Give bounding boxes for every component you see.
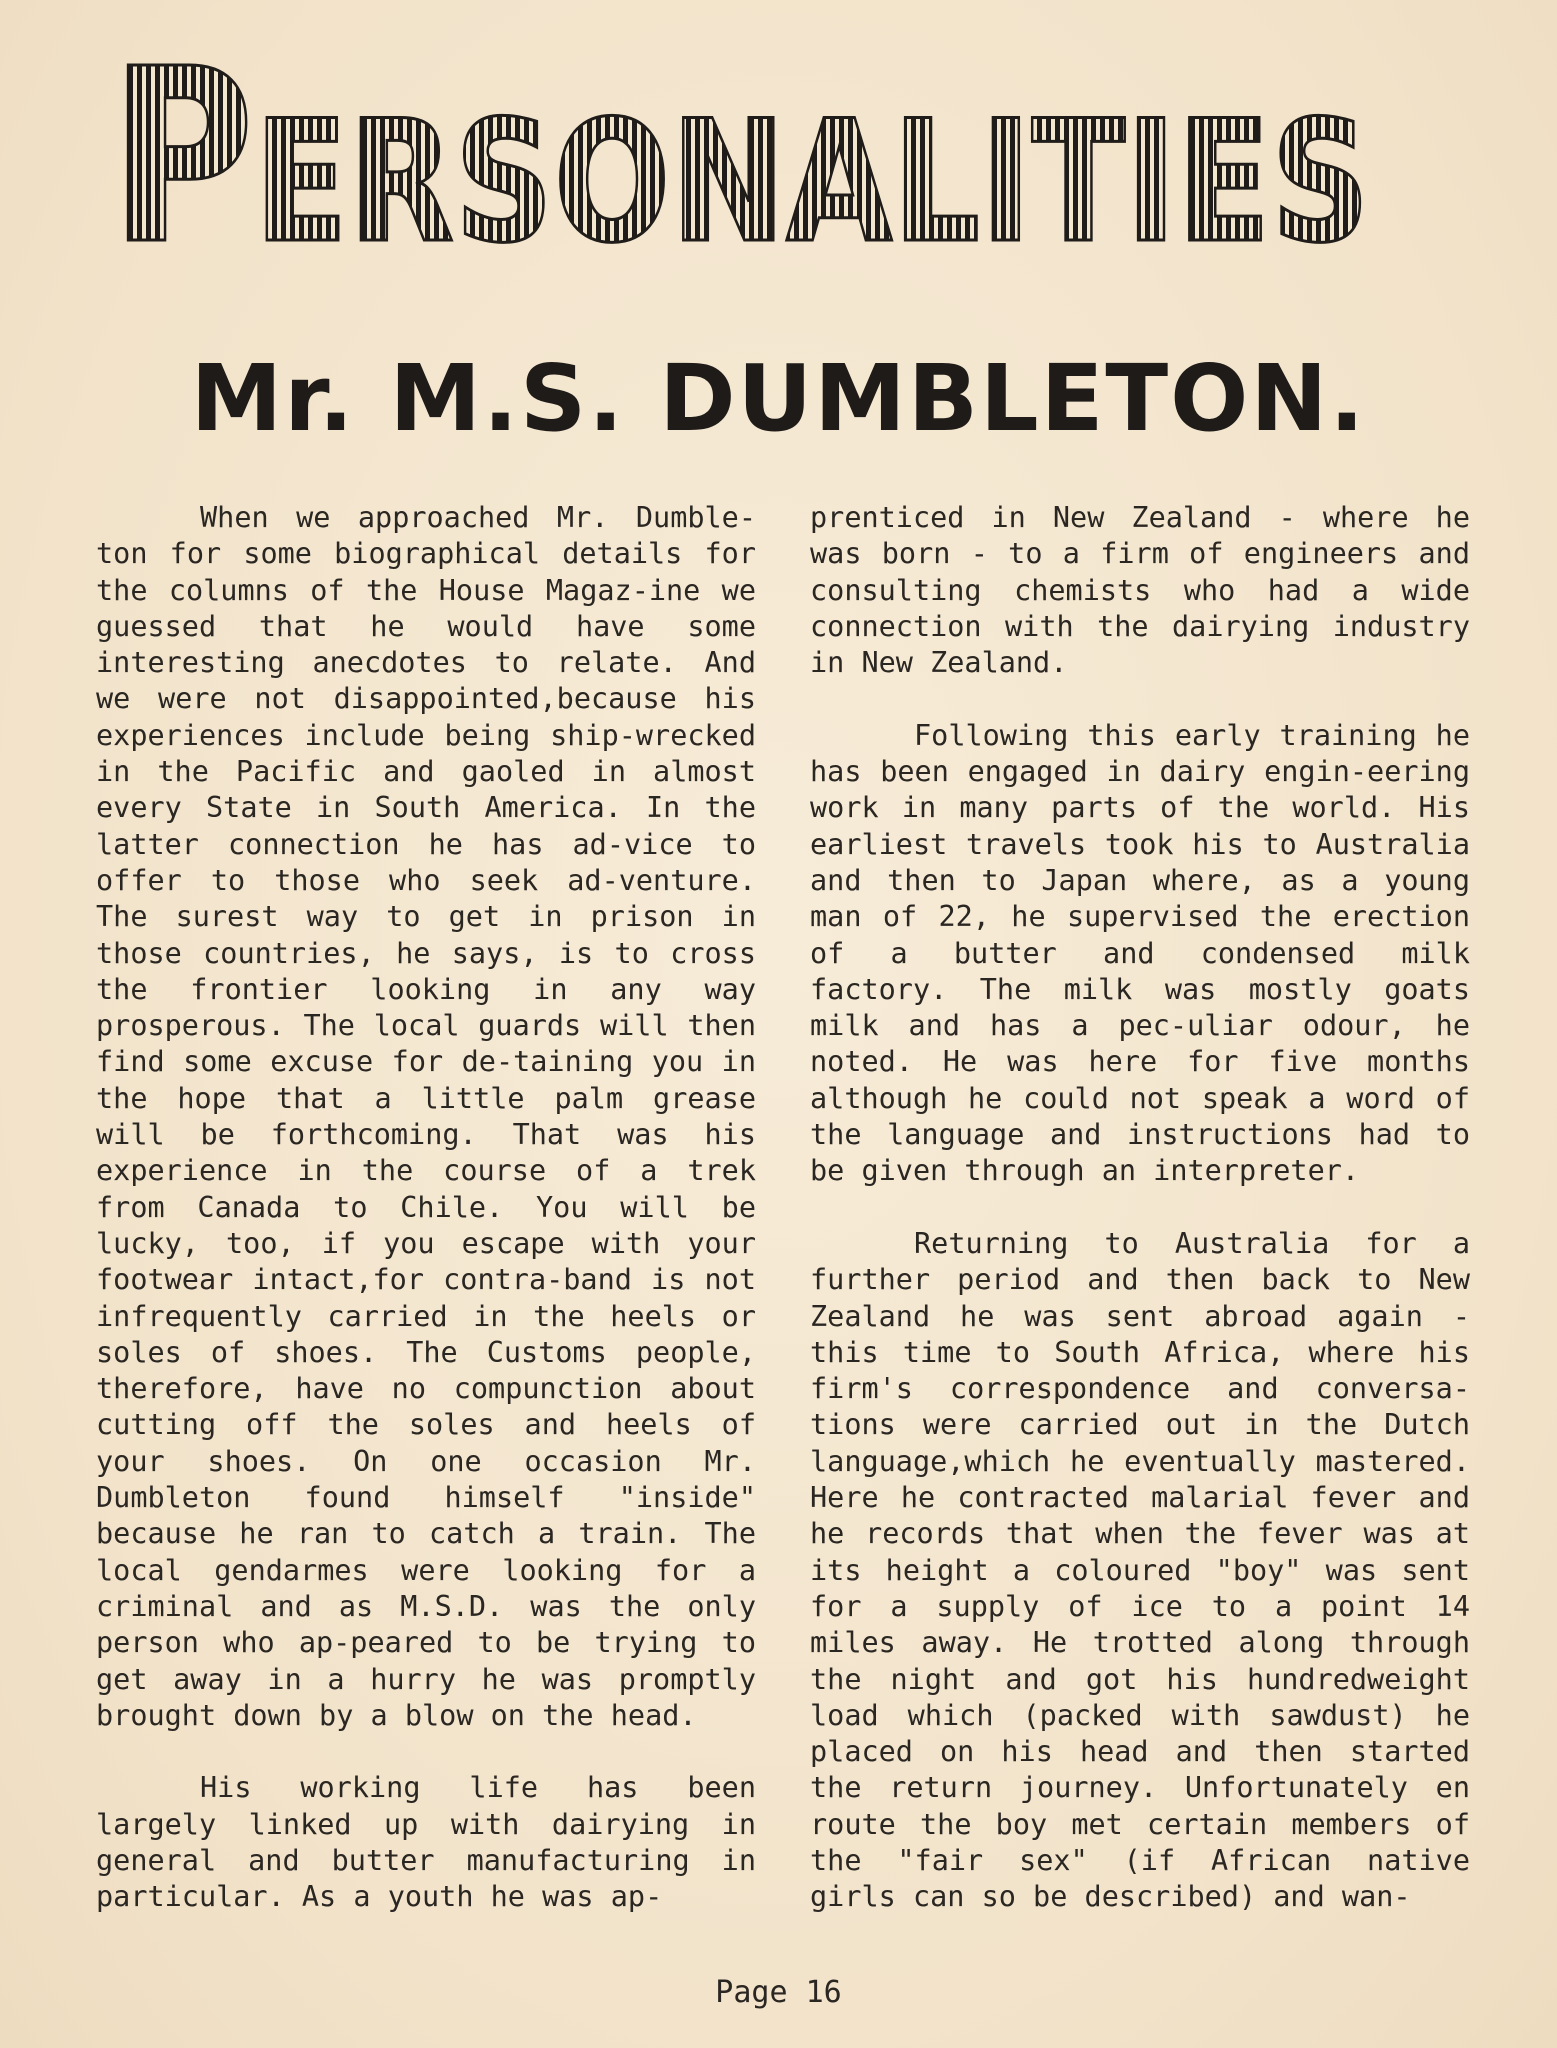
right-column <box>810 500 1470 1952</box>
masthead-title <box>110 17 1410 297</box>
page-number: Page 16 <box>715 1975 842 2010</box>
article-headline: Mr. M.S. DUMBLETON. <box>190 345 1367 452</box>
left-column <box>96 500 756 1952</box>
paragraph: When we approached Mr. Dumble-ton for some biographical details for the columns of the House Magaz-ine we guessed that he would have some interesting anecdotes to relate. And we were not disappointed,because his experiences include being ship-wrecked in the Pacific and gaoled in almost every State in South America. In the latter connection he has ad-vice to offer to those who seek ad-venture. The surest way to get in prison in those countries, he says, is to cross the frontier looking in any way prosperous. The local guards will then find some excuse for de-taining you in the hope that a little palm grease will be forthcoming. That was his experience in the course of a trek from Canada to Chile. You will be lucky, too, if you escape with your footwear intact,for contra-band is not infrequently carried in the heels or soles of shoes. The Customs people, therefore, have no compunction about cutting off the soles and heels of your shoes. On one occasion Mr. Dumbleton found himself "inside" because he ran to catch a train. The local gendarmes were looking for a criminal and as M.S.D. was the only person who ap-peared to be trying to get away in a hurry he was promptly brought down by a blow on the head. <box>96 501 756 1732</box>
masthead-text: Personalities <box>110 17 1370 297</box>
paragraph: Following this early training he has been engaged in dairy engin-eering work in many parts of the world. His earliest travels took his to Australia and then to Japan where, as a young man of 22, he supervised the erection of a butter and condensed milk factory. The milk was mostly goats milk and has a pec-uliar odour, he noted. He was here for five months although he could not speak a word of the language and instructions had to be given through an interpreter. <box>810 718 1470 1188</box>
paragraph: His working life has been largely linked up with dairying in general and butter manufacturing in particular. As a youth he was ap- <box>96 1771 756 1914</box>
paragraph: Returning to Australia for a further period and then back to New Zealand he was sent abroad again - this time to South Africa, where his firm's correspondence and conversa-tions were carried out in the Dutch language,which he eventually mastered. Here he contracted malarial fever and he records that when the fever was at its height a coloured "boy" was sent for a supply of ice to a point 14 miles away. He trotted along through the night and got his hundredweight load which (packed with sawdust) he placed on his head and then started the return journey. Unfortunately en route the boy met certain members of the "fair sex" (if African native girls can so be described) and wan- <box>810 1226 1470 1914</box>
paragraph: prenticed in New Zealand - where he was born - to a firm of engineers and consulting chemists who had a wide connection with the dairying industry in New Zealand. <box>810 501 1470 680</box>
